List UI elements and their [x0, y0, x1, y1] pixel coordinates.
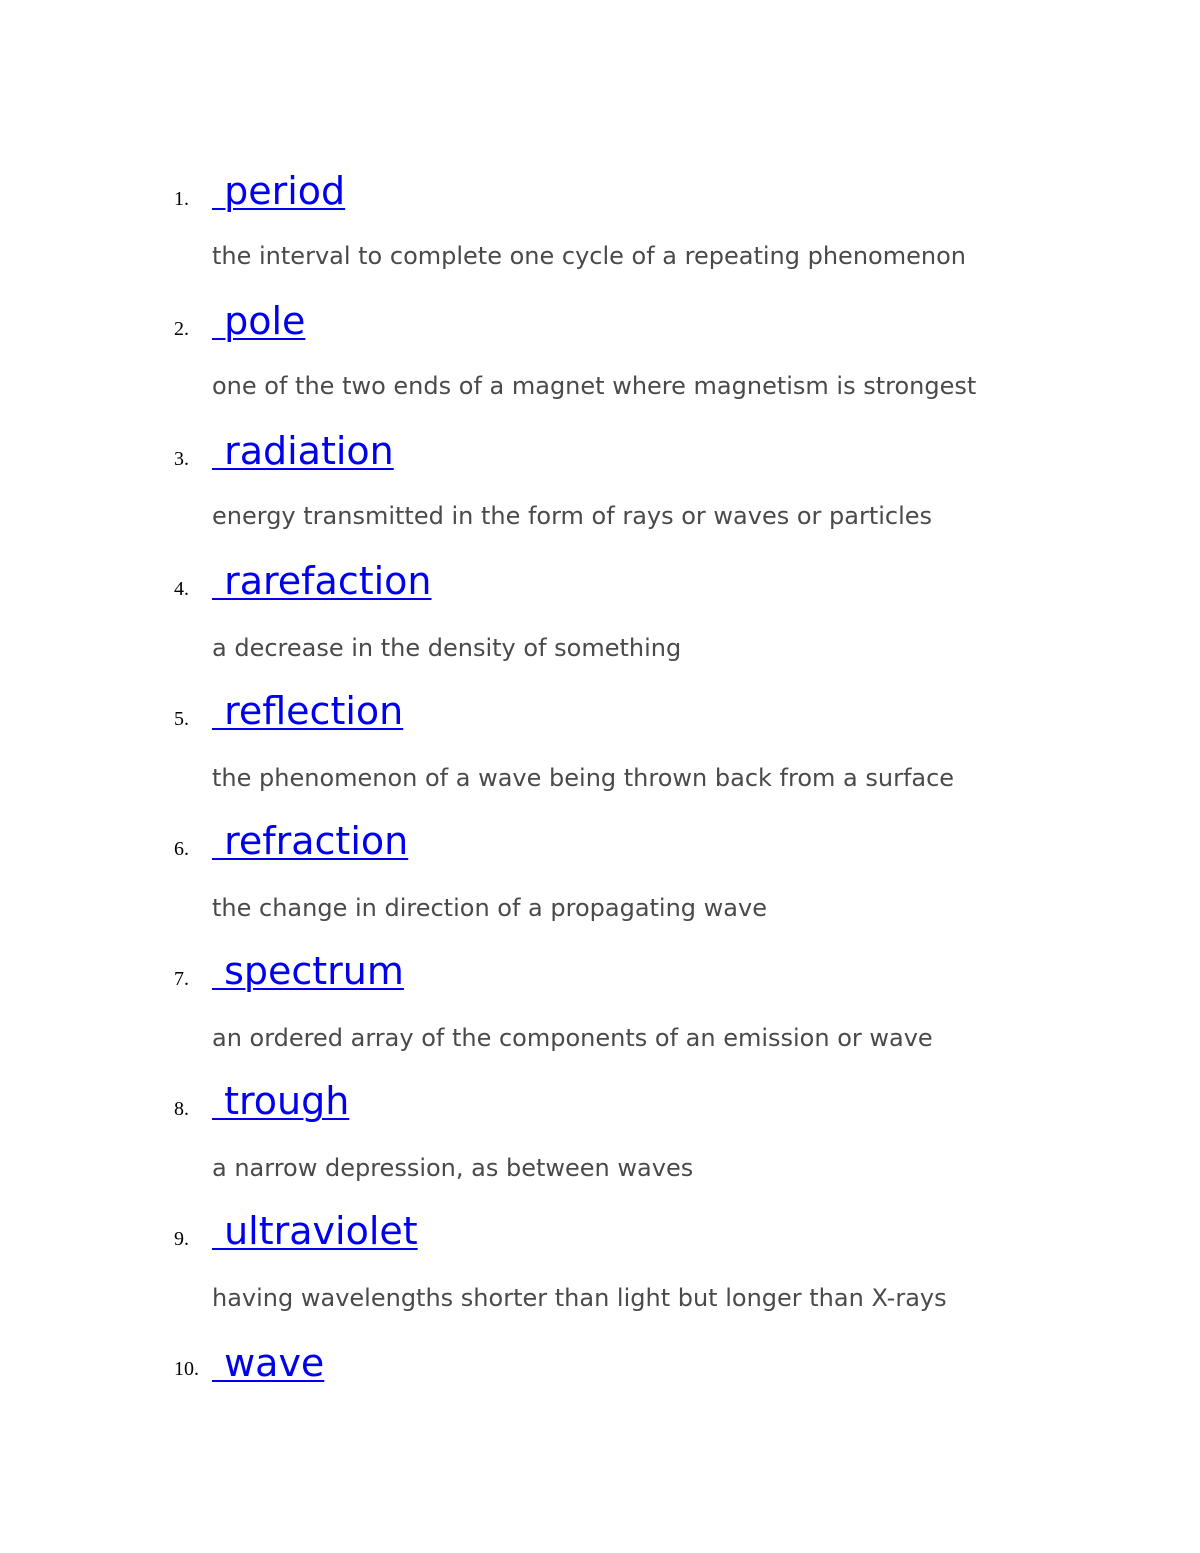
item-number: 6.	[174, 838, 189, 860]
item-number: 9.	[174, 1228, 189, 1250]
term-link[interactable]: pole	[212, 299, 306, 343]
item-number: 3.	[174, 448, 189, 470]
term-definition: the change in direction of a propagating wave	[212, 894, 767, 922]
term-definition: a decrease in the density of something	[212, 634, 682, 662]
term-link[interactable]: ultraviolet	[212, 1209, 418, 1253]
term-link[interactable]: period	[212, 169, 346, 213]
term-link[interactable]: reflection	[212, 689, 404, 733]
term-definition: having wavelengths shorter than light but longer than X-rays	[212, 1284, 947, 1312]
item-number: 10.	[174, 1358, 199, 1380]
item-number: 4.	[174, 578, 189, 600]
term-definition: a narrow depression, as between waves	[212, 1154, 694, 1182]
item-number: 5.	[174, 708, 189, 730]
item-number: 8.	[174, 1098, 189, 1120]
item-number: 7.	[174, 968, 189, 990]
term-link[interactable]: rarefaction	[212, 559, 432, 603]
term-link[interactable]: refraction	[212, 819, 409, 863]
term-link[interactable]: radiation	[212, 429, 394, 473]
term-definition: the interval to complete one cycle of a repeating phenomenon	[212, 242, 966, 270]
item-number: 1.	[174, 188, 189, 210]
term-definition: one of the two ends of a magnet where magnetism is strongest	[212, 372, 977, 400]
term-link[interactable]: spectrum	[212, 949, 404, 993]
term-link[interactable]: trough	[212, 1079, 350, 1123]
term-definition: the phenomenon of a wave being thrown back from a surface	[212, 764, 955, 792]
item-number: 2.	[174, 318, 189, 340]
term-definition: an ordered array of the components of an emission or wave	[212, 1024, 933, 1052]
term-link[interactable]: wave	[212, 1341, 325, 1385]
term-definition: energy transmitted in the form of rays or waves or particles	[212, 502, 933, 530]
